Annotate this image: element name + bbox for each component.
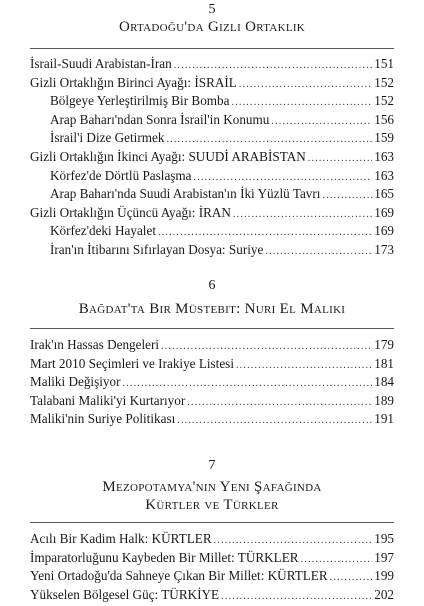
chapter-title-line: Kürtler ve Türkler bbox=[145, 497, 279, 513]
toc-entry-page: 159 bbox=[374, 130, 394, 146]
toc-entry-page: 191 bbox=[374, 411, 394, 427]
toc-entry[interactable] bbox=[30, 336, 394, 355]
toc-entry-page: 189 bbox=[374, 392, 394, 408]
toc-entry[interactable] bbox=[30, 241, 394, 260]
toc-entry[interactable] bbox=[30, 530, 394, 549]
toc-entry-title: Irak'ın Hassas Dengeleri bbox=[30, 337, 160, 352]
toc-entry-page: 199 bbox=[374, 568, 394, 584]
toc-entry[interactable] bbox=[30, 204, 394, 223]
chapter-title bbox=[30, 300, 394, 319]
chapter-number: 7 bbox=[208, 458, 216, 473]
dot-leader bbox=[177, 412, 372, 431]
toc-entry-title: Yükselen Bölgesel Güç: TÜRKİYE bbox=[30, 586, 220, 602]
toc-entry[interactable] bbox=[30, 549, 394, 568]
toc-entry[interactable] bbox=[30, 586, 394, 605]
toc-entry-title: Talabani Maliki'yi Kurtarıyor bbox=[30, 392, 186, 408]
toc-entry-page: 197 bbox=[374, 549, 394, 565]
toc-entry[interactable] bbox=[30, 111, 394, 130]
toc-entry-title: İsrail-Suudi Arabistan-İran bbox=[30, 56, 172, 71]
toc-entry-page: 151 bbox=[374, 56, 394, 71]
toc-entry[interactable] bbox=[30, 74, 394, 93]
dot-leader bbox=[271, 113, 372, 132]
dot-leader bbox=[236, 357, 372, 376]
toc-entry-page: 169 bbox=[374, 223, 394, 239]
toc-entry-title: Maliki Değişiyor bbox=[30, 374, 121, 390]
toc-entry-page: 179 bbox=[374, 337, 394, 352]
toc-entry-title: İsrail'i Dize Getirmek bbox=[50, 130, 165, 146]
toc-entry-title: Gizli Ortaklığın Üçüncü Ayağı: İRAN bbox=[30, 204, 231, 220]
toc-entry-page: 152 bbox=[374, 74, 394, 90]
dot-leader bbox=[233, 206, 372, 225]
toc-entry-title: Yeni Ortadoğu'da Sahneye Çıkan Bir Millet: KÜRTLER bbox=[30, 568, 328, 584]
toc-list bbox=[30, 530, 394, 604]
divider bbox=[30, 48, 394, 49]
dot-leader bbox=[221, 588, 372, 606]
toc-entry-page: 163 bbox=[374, 148, 394, 164]
toc-entry-title: İmparatorluğunu Kaybeden Bir Millet: TÜRKLER bbox=[30, 549, 299, 565]
toc-entry[interactable] bbox=[30, 92, 394, 111]
chapter-number: 5 bbox=[208, 2, 216, 17]
toc-entry-title: Acılı Bir Kadim Halk: KÜRTLER bbox=[30, 531, 212, 546]
toc-entry-page: 169 bbox=[374, 204, 394, 220]
dot-leader bbox=[265, 243, 372, 262]
chapter-title-line: Mezopotamya'nın Yeni Şafağında bbox=[102, 479, 322, 495]
toc-entry[interactable] bbox=[30, 373, 394, 392]
toc-entry-title: Arap Baharı'nda Suudi Arabistan'ın İki Yüzlü Tavrı bbox=[50, 186, 321, 202]
chapter-title-line: Bağdat'ta Bir Müstebit: Nuri El Maliki bbox=[78, 301, 346, 317]
toc-entry[interactable] bbox=[30, 392, 394, 411]
toc-entry-page: 202 bbox=[374, 586, 394, 602]
toc-entry[interactable] bbox=[30, 167, 394, 186]
toc-list bbox=[30, 55, 394, 260]
chapter-number: 6 bbox=[208, 278, 216, 293]
toc-entry-page: 152 bbox=[374, 93, 394, 109]
chapter-title bbox=[30, 478, 394, 514]
dot-leader bbox=[322, 187, 372, 206]
toc-entry[interactable] bbox=[30, 148, 394, 167]
divider bbox=[30, 328, 394, 329]
toc-entry[interactable] bbox=[30, 222, 394, 241]
dot-leader bbox=[239, 76, 372, 95]
toc-entry-page: 184 bbox=[374, 374, 394, 390]
toc-entry-page: 195 bbox=[374, 531, 394, 546]
chapter-title bbox=[30, 18, 394, 37]
toc-entry-title: Mart 2010 Seçimleri ve Irakiye Listesi bbox=[30, 355, 234, 371]
toc-entry[interactable] bbox=[30, 185, 394, 204]
toc-entry[interactable] bbox=[30, 410, 394, 429]
chapter-6 bbox=[30, 278, 394, 429]
toc-entry-page: 156 bbox=[374, 111, 394, 127]
toc-entry[interactable] bbox=[30, 55, 394, 74]
toc-entry-title: Körfez'de Dörtlü Paslaşma bbox=[50, 167, 192, 183]
toc-entry-title: Maliki'nin Suriye Politikası bbox=[30, 411, 176, 427]
toc-entry-page: 163 bbox=[374, 167, 394, 183]
toc-entry-page: 165 bbox=[374, 186, 394, 202]
toc-entry[interactable] bbox=[30, 129, 394, 148]
toc-entry-title: Körfez'deki Hayalet bbox=[50, 223, 156, 239]
toc-list bbox=[30, 336, 394, 429]
toc-entry-title: Gizli Ortaklığın Birinci Ayağı: İSRAİL bbox=[30, 74, 237, 90]
toc-entry-page: 181 bbox=[374, 355, 394, 371]
dot-leader bbox=[330, 569, 373, 588]
toc-entry[interactable] bbox=[30, 567, 394, 586]
dot-leader bbox=[187, 394, 372, 413]
toc-entry-title: Arap Baharı'ndan Sonra İsrail'in Konumu bbox=[50, 111, 270, 127]
toc-entry[interactable] bbox=[30, 355, 394, 374]
toc-entry-page: 173 bbox=[374, 241, 394, 257]
dot-leader bbox=[308, 150, 372, 169]
toc-entry-title: Gizli Ortaklığın İkinci Ayağı: SUUDİ ARABİSTAN bbox=[30, 148, 306, 164]
chapter-5 bbox=[30, 2, 394, 260]
chapter-7 bbox=[30, 458, 394, 604]
chapter-title-line: Ortadoğu'da Gizli Ortaklık bbox=[118, 19, 306, 35]
divider bbox=[30, 522, 394, 523]
toc-entry-title: İran'ın İtibarını Sıfırlayan Dosya: Suriye bbox=[50, 241, 264, 257]
toc-entry-title: Bölgeye Yerleştirilmiş Bir Bomba bbox=[50, 93, 230, 109]
